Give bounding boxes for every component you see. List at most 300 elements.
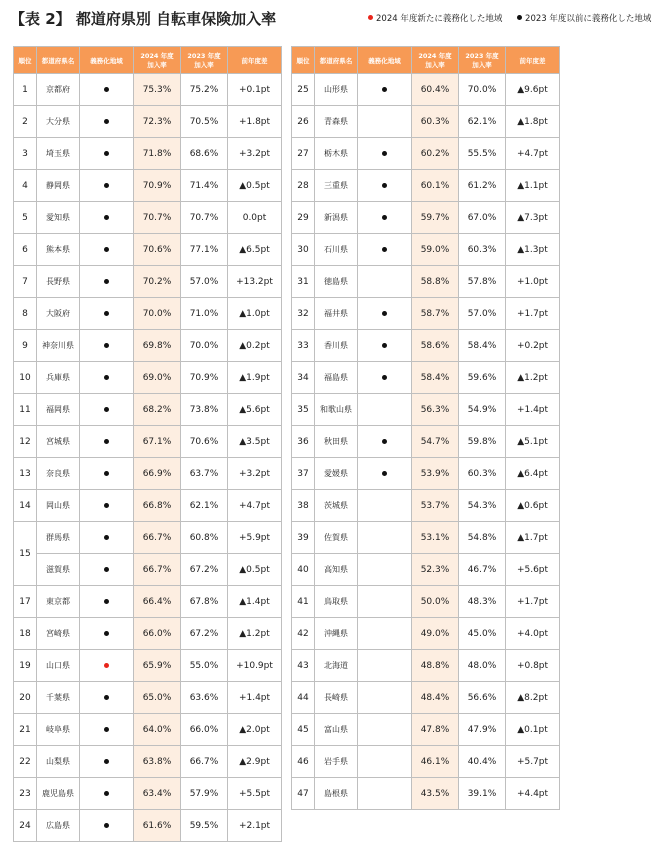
rank-cell: 8 <box>14 298 37 330</box>
mandate-cell <box>358 266 412 298</box>
rate-2024-cell: 43.5% <box>412 778 459 810</box>
black-dot-icon <box>104 183 109 188</box>
diff-cell: +1.8pt <box>228 106 282 138</box>
rank-cell: 29 <box>292 202 315 234</box>
rate-2024-cell: 60.2% <box>412 138 459 170</box>
black-dot-icon <box>104 119 109 124</box>
rank-cell: 7 <box>14 266 37 298</box>
rate-2023-cell: 75.2% <box>181 74 228 106</box>
header-2024-rate: 加入率 <box>425 61 445 69</box>
prefecture-cell: 福井県 <box>315 298 358 330</box>
black-dot-icon <box>104 503 109 508</box>
prefecture-cell: 栃木県 <box>315 138 358 170</box>
legend <box>368 12 663 24</box>
black-dot-icon <box>104 535 109 540</box>
prefecture-cell: 滋賀県 <box>37 554 80 586</box>
prefecture-cell: 静岡県 <box>37 170 80 202</box>
legend-item-old <box>517 12 651 24</box>
mandate-cell <box>358 522 412 554</box>
rate-2023-cell: 60.8% <box>181 522 228 554</box>
diff-cell: +5.9pt <box>228 522 282 554</box>
diff-cell: +4.0pt <box>506 618 560 650</box>
table-row <box>14 586 282 618</box>
header-2023-year: 2023 年度 <box>187 52 221 60</box>
prefecture-cell: 福岡県 <box>37 394 80 426</box>
rate-2024-cell: 68.2% <box>134 394 181 426</box>
rank-cell: 35 <box>292 394 315 426</box>
mandate-cell <box>80 266 134 298</box>
header-mandate: 義務化地域 <box>358 47 412 74</box>
mandate-cell <box>358 746 412 778</box>
prefecture-cell: 宮城県 <box>37 426 80 458</box>
mandate-cell <box>80 330 134 362</box>
diff-cell: +13.2pt <box>228 266 282 298</box>
black-dot-icon <box>104 279 109 284</box>
mandate-cell <box>358 554 412 586</box>
rate-2023-cell: 70.7% <box>181 202 228 234</box>
diff-cell: ▲5.1pt <box>506 426 560 458</box>
mandate-cell <box>80 618 134 650</box>
prefecture-cell: 千葉県 <box>37 682 80 714</box>
table-row <box>292 298 560 330</box>
header-2024 <box>412 47 459 74</box>
rate-2023-cell: 45.0% <box>459 618 506 650</box>
rate-2024-cell: 53.7% <box>412 490 459 522</box>
black-dot-icon <box>382 183 387 188</box>
diff-cell: ▲1.2pt <box>228 618 282 650</box>
diff-cell: +1.7pt <box>506 586 560 618</box>
table-row <box>14 650 282 682</box>
rate-2023-cell: 56.6% <box>459 682 506 714</box>
rate-2023-cell: 66.0% <box>181 714 228 746</box>
rank-cell: 26 <box>292 106 315 138</box>
rate-2024-cell: 56.3% <box>412 394 459 426</box>
mandate-cell <box>80 362 134 394</box>
rank-cell: 13 <box>14 458 37 490</box>
rate-2024-cell: 64.0% <box>134 714 181 746</box>
prefecture-cell: 愛媛県 <box>315 458 358 490</box>
rate-2023-cell: 59.6% <box>459 362 506 394</box>
table-row <box>292 458 560 490</box>
table-header-row <box>292 47 560 74</box>
black-dot-icon <box>104 407 109 412</box>
prefecture-cell: 沖縄県 <box>315 618 358 650</box>
rank-cell: 1 <box>14 74 37 106</box>
mandate-cell <box>358 618 412 650</box>
diff-cell: +10.9pt <box>228 650 282 682</box>
rate-2023-cell: 71.4% <box>181 170 228 202</box>
rank-cell: 23 <box>14 778 37 810</box>
rank-cell: 21 <box>14 714 37 746</box>
mandate-cell <box>80 138 134 170</box>
prefecture-cell: 岡山県 <box>37 490 80 522</box>
mandate-cell <box>80 426 134 458</box>
prefecture-cell: 徳島県 <box>315 266 358 298</box>
table-row <box>14 490 282 522</box>
rank-cell: 44 <box>292 682 315 714</box>
header-mandate: 義務化地域 <box>80 47 134 74</box>
prefecture-cell: 佐賀県 <box>315 522 358 554</box>
mandate-cell <box>80 234 134 266</box>
rate-2024-cell: 63.4% <box>134 778 181 810</box>
black-dot-icon <box>382 151 387 156</box>
table-row <box>14 362 282 394</box>
rate-2023-cell: 62.1% <box>459 106 506 138</box>
rate-2024-cell: 50.0% <box>412 586 459 618</box>
rate-2024-cell: 60.1% <box>412 170 459 202</box>
table-row <box>14 714 282 746</box>
table-row <box>14 394 282 426</box>
mandate-cell <box>80 202 134 234</box>
black-dot-icon <box>382 87 387 92</box>
mandate-cell <box>80 746 134 778</box>
diff-cell: ▲2.9pt <box>228 746 282 778</box>
mandate-cell <box>80 490 134 522</box>
mandate-cell <box>80 394 134 426</box>
diff-cell: ▲1.9pt <box>228 362 282 394</box>
rate-2023-cell: 57.9% <box>181 778 228 810</box>
rank-cell: 6 <box>14 234 37 266</box>
rate-2024-cell: 58.8% <box>412 266 459 298</box>
rate-2024-cell: 66.9% <box>134 458 181 490</box>
rank-cell: 9 <box>14 330 37 362</box>
black-dot-icon <box>382 439 387 444</box>
table-row <box>292 490 560 522</box>
rate-2023-cell: 70.5% <box>181 106 228 138</box>
prefecture-cell: 山形県 <box>315 74 358 106</box>
rate-2024-cell: 75.3% <box>134 74 181 106</box>
table-row <box>14 426 282 458</box>
rate-2023-cell: 54.3% <box>459 490 506 522</box>
header-2023-year: 2023 年度 <box>465 52 499 60</box>
prefecture-cell: 兵庫県 <box>37 362 80 394</box>
diff-cell: ▲1.8pt <box>506 106 560 138</box>
black-dot-icon <box>104 599 109 604</box>
diff-cell: ▲0.2pt <box>228 330 282 362</box>
rate-2024-cell: 53.1% <box>412 522 459 554</box>
black-dot-icon <box>104 631 109 636</box>
black-dot-icon <box>104 439 109 444</box>
ranking-table-left <box>13 46 282 842</box>
prefecture-cell: 大分県 <box>37 106 80 138</box>
table-row <box>14 298 282 330</box>
rate-2024-cell: 59.0% <box>412 234 459 266</box>
prefecture-cell: 愛知県 <box>37 202 80 234</box>
prefecture-cell: 高知県 <box>315 554 358 586</box>
diff-cell: +1.7pt <box>506 298 560 330</box>
rank-cell: 45 <box>292 714 315 746</box>
header-rank: 順位 <box>14 47 37 74</box>
diff-cell: +0.8pt <box>506 650 560 682</box>
rate-2024-cell: 47.8% <box>412 714 459 746</box>
header-diff: 前年度差 <box>506 47 560 74</box>
diff-cell: ▲3.5pt <box>228 426 282 458</box>
mandate-cell <box>80 554 134 586</box>
rate-2023-cell: 63.7% <box>181 458 228 490</box>
black-dot-icon <box>104 151 109 156</box>
rate-2024-cell: 66.4% <box>134 586 181 618</box>
rank-cell: 15 <box>14 522 37 586</box>
prefecture-cell: 福島県 <box>315 362 358 394</box>
mandate-cell <box>358 170 412 202</box>
header-rank: 順位 <box>292 47 315 74</box>
rank-cell: 43 <box>292 650 315 682</box>
header-2023 <box>181 47 228 74</box>
table-row <box>14 522 282 554</box>
prefecture-cell: 富山県 <box>315 714 358 746</box>
mandate-cell <box>358 298 412 330</box>
rate-2023-cell: 54.9% <box>459 394 506 426</box>
table-row <box>292 778 560 810</box>
table-row <box>292 170 560 202</box>
rate-2024-cell: 48.4% <box>412 682 459 714</box>
red-dot-icon <box>104 663 109 668</box>
rate-2023-cell: 70.6% <box>181 426 228 458</box>
mandate-cell <box>358 234 412 266</box>
prefecture-cell: 広島県 <box>37 810 80 842</box>
rank-cell: 5 <box>14 202 37 234</box>
table-row <box>292 330 560 362</box>
rate-2023-cell: 58.4% <box>459 330 506 362</box>
rate-2023-cell: 60.3% <box>459 234 506 266</box>
rate-2024-cell: 49.0% <box>412 618 459 650</box>
page-title: 【表 2】 都道府県別 自転車保険加入率 <box>10 10 277 28</box>
rate-2024-cell: 58.4% <box>412 362 459 394</box>
table-row <box>14 74 282 106</box>
diff-cell: +1.4pt <box>506 394 560 426</box>
table-row <box>14 554 282 586</box>
rate-2024-cell: 52.3% <box>412 554 459 586</box>
table-row <box>292 74 560 106</box>
diff-cell: ▲1.7pt <box>506 522 560 554</box>
rank-cell: 27 <box>292 138 315 170</box>
rank-cell: 39 <box>292 522 315 554</box>
rank-cell: 36 <box>292 426 315 458</box>
diff-cell: ▲0.5pt <box>228 170 282 202</box>
mandate-cell <box>80 522 134 554</box>
prefecture-cell: 宮崎県 <box>37 618 80 650</box>
diff-cell: +5.7pt <box>506 746 560 778</box>
rate-2024-cell: 66.0% <box>134 618 181 650</box>
prefecture-cell: 熊本県 <box>37 234 80 266</box>
table-row <box>292 266 560 298</box>
rate-2023-cell: 67.8% <box>181 586 228 618</box>
header-2023 <box>459 47 506 74</box>
table-row <box>292 746 560 778</box>
diff-cell: +3.2pt <box>228 458 282 490</box>
black-dot-icon <box>517 15 522 20</box>
black-dot-icon <box>104 791 109 796</box>
mandate-cell <box>80 778 134 810</box>
rate-2023-cell: 71.0% <box>181 298 228 330</box>
rate-2024-cell: 58.7% <box>412 298 459 330</box>
rate-2024-cell: 54.7% <box>412 426 459 458</box>
rate-2024-cell: 59.7% <box>412 202 459 234</box>
diff-cell: ▲9.6pt <box>506 74 560 106</box>
rate-2024-cell: 48.8% <box>412 650 459 682</box>
table-row <box>14 746 282 778</box>
mandate-cell <box>358 586 412 618</box>
mandate-cell <box>358 778 412 810</box>
black-dot-icon <box>104 567 109 572</box>
table-header-row <box>14 47 282 74</box>
diff-cell: +1.0pt <box>506 266 560 298</box>
prefecture-cell: 鹿児島県 <box>37 778 80 810</box>
rate-2024-cell: 66.8% <box>134 490 181 522</box>
rate-2024-cell: 66.7% <box>134 522 181 554</box>
rank-cell: 41 <box>292 586 315 618</box>
prefecture-cell: 三重県 <box>315 170 358 202</box>
black-dot-icon <box>382 343 387 348</box>
rate-2023-cell: 67.2% <box>181 554 228 586</box>
diff-cell: ▲1.0pt <box>228 298 282 330</box>
rate-2024-cell: 66.7% <box>134 554 181 586</box>
prefecture-cell: 青森県 <box>315 106 358 138</box>
rank-cell: 40 <box>292 554 315 586</box>
table-row <box>14 202 282 234</box>
black-dot-icon <box>104 247 109 252</box>
rank-cell: 4 <box>14 170 37 202</box>
table-row <box>14 618 282 650</box>
table-row <box>292 554 560 586</box>
diff-cell: ▲0.6pt <box>506 490 560 522</box>
header-2024-year: 2024 年度 <box>140 52 174 60</box>
table-row <box>14 458 282 490</box>
black-dot-icon <box>104 87 109 92</box>
table-row <box>14 330 282 362</box>
rate-2024-cell: 70.7% <box>134 202 181 234</box>
black-dot-icon <box>104 343 109 348</box>
black-dot-icon <box>104 311 109 316</box>
diff-cell: ▲1.3pt <box>506 234 560 266</box>
prefecture-cell: 埼玉県 <box>37 138 80 170</box>
rank-cell: 20 <box>14 682 37 714</box>
rate-2023-cell: 57.0% <box>459 298 506 330</box>
black-dot-icon <box>104 375 109 380</box>
diff-cell: +0.1pt <box>228 74 282 106</box>
table-row <box>292 426 560 458</box>
rate-2024-cell: 72.3% <box>134 106 181 138</box>
diff-cell: +1.4pt <box>228 682 282 714</box>
table-row <box>292 202 560 234</box>
diff-cell: ▲1.1pt <box>506 170 560 202</box>
prefecture-cell: 茨城県 <box>315 490 358 522</box>
rate-2024-cell: 69.8% <box>134 330 181 362</box>
table-row <box>292 586 560 618</box>
mandate-cell <box>80 682 134 714</box>
diff-cell: ▲7.3pt <box>506 202 560 234</box>
legend-item-new <box>368 12 502 24</box>
header-2024-year: 2024 年度 <box>418 52 452 60</box>
diff-cell: ▲1.2pt <box>506 362 560 394</box>
header-pref: 都道府県名 <box>37 47 80 74</box>
prefecture-cell: 鳥取県 <box>315 586 358 618</box>
rate-2024-cell: 70.0% <box>134 298 181 330</box>
table-row <box>14 810 282 842</box>
rate-2023-cell: 62.1% <box>181 490 228 522</box>
black-dot-icon <box>104 215 109 220</box>
black-dot-icon <box>382 311 387 316</box>
mandate-cell <box>80 714 134 746</box>
mandate-cell <box>358 74 412 106</box>
rank-cell: 37 <box>292 458 315 490</box>
rank-cell: 31 <box>292 266 315 298</box>
mandate-cell <box>358 426 412 458</box>
mandate-cell <box>80 458 134 490</box>
diff-cell: +4.4pt <box>506 778 560 810</box>
mandate-cell <box>80 298 134 330</box>
prefecture-cell: 山口県 <box>37 650 80 682</box>
prefecture-cell: 京都府 <box>37 74 80 106</box>
diff-cell: +2.1pt <box>228 810 282 842</box>
prefecture-cell: 島根県 <box>315 778 358 810</box>
rate-2023-cell: 48.3% <box>459 586 506 618</box>
prefecture-cell: 和歌山県 <box>315 394 358 426</box>
rank-cell: 10 <box>14 362 37 394</box>
prefecture-cell: 奈良県 <box>37 458 80 490</box>
mandate-cell <box>358 202 412 234</box>
mandate-cell <box>80 586 134 618</box>
rate-2024-cell: 58.6% <box>412 330 459 362</box>
mandate-cell <box>358 106 412 138</box>
rate-2023-cell: 40.4% <box>459 746 506 778</box>
diff-cell: ▲8.2pt <box>506 682 560 714</box>
rate-2023-cell: 46.7% <box>459 554 506 586</box>
red-dot-icon <box>368 15 373 20</box>
diff-cell: ▲1.4pt <box>228 586 282 618</box>
rate-2024-cell: 60.4% <box>412 74 459 106</box>
header-pref: 都道府県名 <box>315 47 358 74</box>
black-dot-icon <box>382 375 387 380</box>
diff-cell: +5.6pt <box>506 554 560 586</box>
rank-cell: 33 <box>292 330 315 362</box>
prefecture-cell: 北海道 <box>315 650 358 682</box>
table-row <box>14 682 282 714</box>
rank-cell: 46 <box>292 746 315 778</box>
prefecture-cell: 新潟県 <box>315 202 358 234</box>
rate-2023-cell: 39.1% <box>459 778 506 810</box>
black-dot-icon <box>382 247 387 252</box>
rank-cell: 18 <box>14 618 37 650</box>
rank-cell: 34 <box>292 362 315 394</box>
table-row <box>292 522 560 554</box>
table-row <box>292 618 560 650</box>
rate-2023-cell: 66.7% <box>181 746 228 778</box>
mandate-cell <box>358 650 412 682</box>
header-2024 <box>134 47 181 74</box>
mandate-cell <box>358 682 412 714</box>
diff-cell: 0.0pt <box>228 202 282 234</box>
header-2024-rate: 加入率 <box>147 61 167 69</box>
prefecture-cell: 東京都 <box>37 586 80 618</box>
table-row <box>292 650 560 682</box>
legend-label-old: 2023 年度以前に義務化した地域 <box>525 14 652 24</box>
black-dot-icon <box>382 215 387 220</box>
mandate-cell <box>358 330 412 362</box>
rank-cell: 22 <box>14 746 37 778</box>
rank-cell: 19 <box>14 650 37 682</box>
table-row <box>292 394 560 426</box>
rate-2023-cell: 70.0% <box>181 330 228 362</box>
prefecture-cell: 長崎県 <box>315 682 358 714</box>
rate-2023-cell: 70.0% <box>459 74 506 106</box>
mandate-cell <box>358 362 412 394</box>
mandate-cell <box>80 106 134 138</box>
diff-cell: +4.7pt <box>506 138 560 170</box>
mandate-cell <box>80 810 134 842</box>
rate-2024-cell: 70.6% <box>134 234 181 266</box>
rate-2023-cell: 48.0% <box>459 650 506 682</box>
